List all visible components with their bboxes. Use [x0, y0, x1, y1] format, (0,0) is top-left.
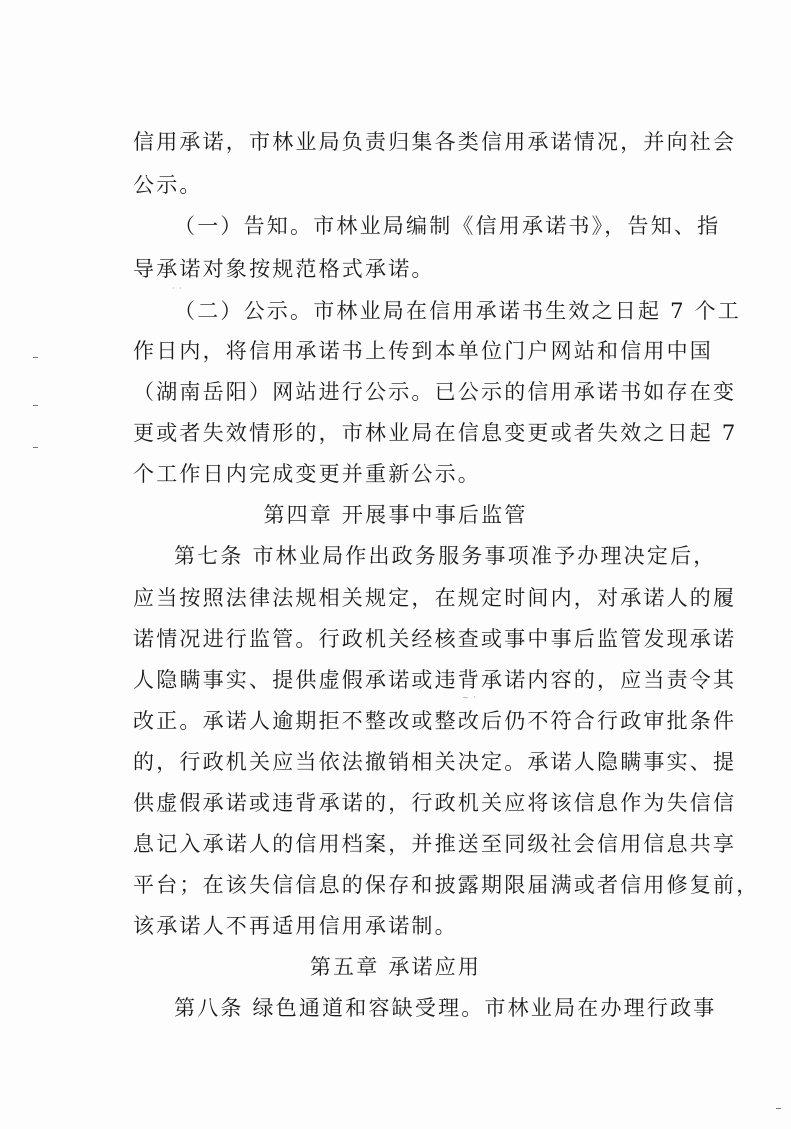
article-7-line-7: 供虚假承诺或违背承诺的，行政机关应将该信息作为失信信	[133, 791, 737, 815]
article-7-line-9: 平台；在该失信信息的保存和披露期限届满或者信用修复前，	[133, 873, 760, 897]
section-publicity-line-1: （二）公示。市林业局在信用承诺书生效之日起 7 个工	[174, 299, 741, 323]
section-publicity-line-3: （湖南岳阳）网站进行公示。已公示的信用承诺书如存在变	[133, 380, 737, 404]
scan-mark	[33, 357, 38, 358]
section-publicity-line-4: 更或者失效情形的，市林业局在信息变更或者失效之日起 7	[133, 421, 738, 445]
body-line-2: 公示。	[133, 173, 203, 197]
article-7-line-6: 的，行政机关应当依法撤销相关决定。承诺人隐瞒事实、提	[133, 750, 737, 774]
article-7-line-3: 诺情况进行监管。行政机关经核查或事中事后监管发现承诺	[133, 627, 737, 651]
article-8-line-1: 第八条 绿色通道和容缺受理。市林业局在办理行政事	[174, 996, 717, 1020]
scan-mark	[33, 447, 38, 448]
article-7-line-10: 该承诺人不再适用信用承诺制。	[133, 914, 458, 938]
section-publicity-line-2: 作日内，将信用承诺书上传到本单位门户网站和信用中国	[133, 339, 713, 363]
body-line-1: 信用承诺，市林业局负责归集各类信用承诺情况，并向社会	[133, 130, 737, 154]
article-7-line-4: 人隐瞒事实、提供虚假承诺或违背承诺内容的，应当责令其	[133, 668, 737, 692]
section-publicity-line-5: 个工作日内完成变更并重新公示。	[133, 462, 481, 486]
section-notice-line-1: （一）告知。市林业局编制《信用承诺书》，告知、指	[174, 214, 721, 238]
chapter-5-heading: 第五章 承诺应用	[309, 955, 482, 979]
article-7-line-8: 息记入承诺人的信用档案，并推送至同级社会信用信息共享	[133, 832, 737, 856]
scan-mark	[776, 1108, 781, 1109]
article-7-line-2: 应当按照法律法规相关规定，在规定时间内，对承诺人的履	[133, 586, 737, 610]
section-notice-line-2: 导承诺对象按规范格式承诺。	[133, 257, 435, 281]
article-7-line-5: 改正。承诺人逾期拒不整改或整改后仍不符合行政审批条件	[133, 709, 737, 733]
article-7-line-1: 第七条 市林业局作出政务服务事项准予办理决定后，	[174, 544, 717, 568]
scan-speck: ~ ·	[462, 693, 477, 702]
scan-speck: · ·	[172, 284, 183, 293]
chapter-4-heading: 第四章 开展事中事后监管	[263, 503, 528, 527]
scan-mark	[33, 405, 38, 406]
